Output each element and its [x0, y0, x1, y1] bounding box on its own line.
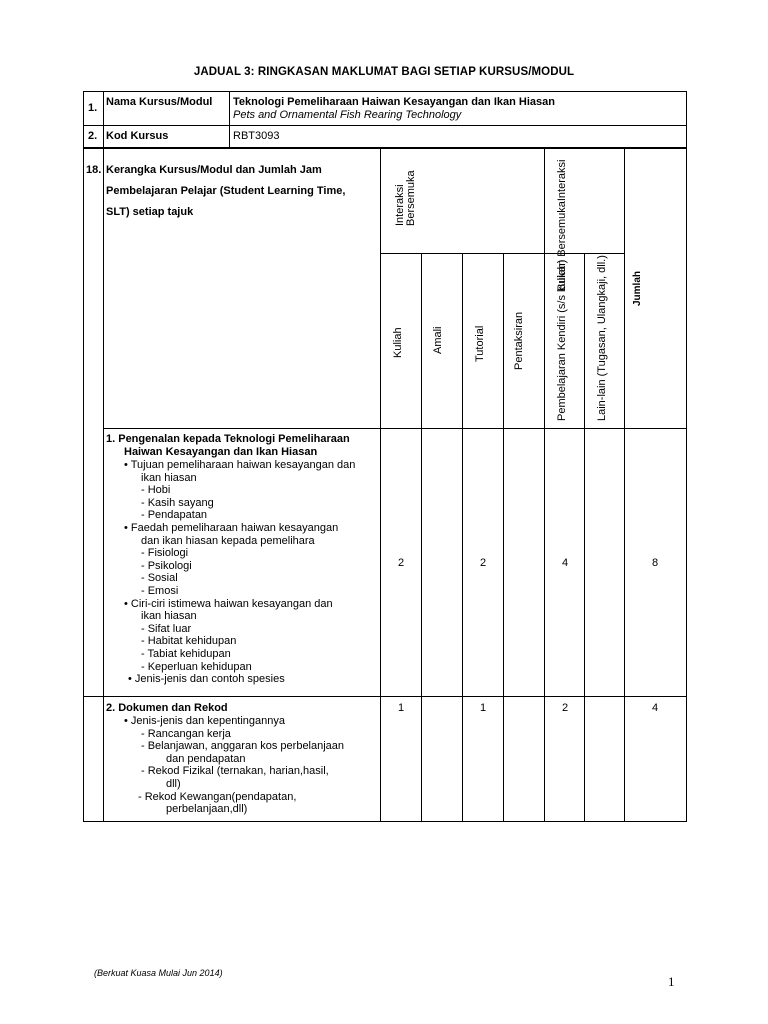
list-item: - Tabiat kehidupan — [141, 647, 231, 660]
list-item: ikan hiasan — [141, 610, 197, 623]
cell-jumlah: 4 — [651, 702, 659, 714]
list-item: • Faedah pemeliharaan haiwan kesayangan — [124, 521, 339, 534]
header-pembelajaran-kendiri: Pembelajaran Kendiri (s/s kuliah) — [556, 259, 568, 421]
header-jumlah: Jumlah — [632, 270, 643, 306]
row-label-line: Kerangka Kursus/Modul dan Jumlah Jam — [106, 164, 322, 176]
page-number: 1 — [668, 974, 675, 989]
list-item: - Kasih sayang — [141, 496, 214, 509]
row-label: Nama Kursus/Modul — [106, 96, 213, 108]
list-item: dan ikan hiasan kepada pemelihara — [141, 534, 315, 547]
list-item: ikan hiasan — [141, 471, 197, 484]
list-item: - Rekod Fizikal (ternakan, harian,hasil, — [141, 765, 329, 778]
list-item: - Habitat kehidupan — [141, 635, 237, 648]
list-item: - Rancangan kerja — [141, 727, 231, 740]
course-name-malay: Teknologi Pemeliharaan Haiwan Kesayangan dan Ikan Hiasan — [233, 96, 555, 108]
cell-kendiri: 4 — [561, 557, 569, 569]
list-item: - Fisiologi — [141, 547, 189, 560]
header-interaksi: Interaksi — [394, 184, 406, 226]
page-title: JADUAL 3: RINGKASAN MAKLUMAT BAGI SETIAP KURSUS/MODUL — [193, 66, 575, 78]
list-item: • Ciri-ciri istimewa haiwan kesayangan dan — [124, 597, 333, 610]
topic-content — [124, 715, 344, 816]
header-pentaksiran: Pentaksiran — [513, 311, 525, 370]
row-kod-kursus — [83, 125, 687, 148]
header-kuliah: Kuliah — [392, 327, 404, 358]
row-number: 18. — [86, 164, 102, 176]
list-item: - Hobi — [141, 484, 171, 497]
topic-title: 2. Dokumen dan Rekod — [106, 702, 228, 714]
list-item: - Pendapatan — [141, 509, 208, 522]
row-number: 1. — [88, 102, 98, 114]
list-item: dll) — [166, 777, 181, 790]
row-label-line: SLT) setiap tajuk — [106, 206, 194, 218]
header-lain-lain: Lain-lain (Tugasan, Ulangkaji, dll.) — [596, 255, 608, 421]
header-bukan-bersemuka: Bukan BersemukaInteraksi — [556, 159, 568, 291]
list-item: - Keperluan kehidupan — [141, 660, 252, 673]
row-label: Kod Kursus — [106, 130, 169, 142]
topic-title: Haiwan Kesayangan dan Ikan Hiasan — [124, 446, 318, 458]
list-item: perbelanjaan,dll) — [166, 803, 248, 816]
cell-jumlah: 8 — [651, 557, 659, 569]
header-tutorial: Tutorial — [474, 325, 486, 362]
list-item: dan pendapatan — [166, 752, 246, 765]
row-label-line: Pembelajaran Pelajar (Student Learning Time, — [106, 185, 346, 197]
cell-tutorial: 2 — [479, 557, 487, 569]
list-item: - Emosi — [141, 584, 179, 597]
course-name-english: Pets and Ornamental Fish Rearing Technology — [233, 109, 462, 121]
topic-title: 1. Pengenalan kepada Teknologi Pemeliharaan — [106, 433, 350, 445]
list-item: • Jenis-jenis dan kepentingannya — [124, 715, 286, 727]
cell-tutorial: 1 — [479, 702, 487, 714]
cell-kuliah: 2 — [397, 557, 405, 569]
course-code: RBT3093 — [233, 130, 280, 142]
list-item: - Sosial — [141, 572, 178, 585]
row-number: 2. — [88, 130, 98, 142]
topic-content — [124, 459, 355, 686]
list-item: • Jenis-jenis dan contoh spesies — [128, 673, 285, 686]
cell-kuliah: 1 — [397, 702, 405, 714]
list-item: - Rekod Kewangan(pendapatan, — [138, 790, 297, 803]
list-item: - Belanjawan, anggaran kos perbelanjaan — [141, 740, 345, 753]
list-item: - Psikologi — [141, 559, 192, 572]
list-item: - Sifat luar — [141, 622, 192, 635]
header-bersemuka: Bersemuka — [405, 170, 417, 226]
cell-kendiri: 2 — [561, 702, 569, 714]
effective-date-note: (Berkuat Kuasa Mulai Jun 2014) — [94, 968, 223, 978]
list-item: • Tujuan pemeliharaan haiwan kesayangan dan — [124, 459, 356, 471]
header-amali: Amali — [432, 326, 444, 354]
